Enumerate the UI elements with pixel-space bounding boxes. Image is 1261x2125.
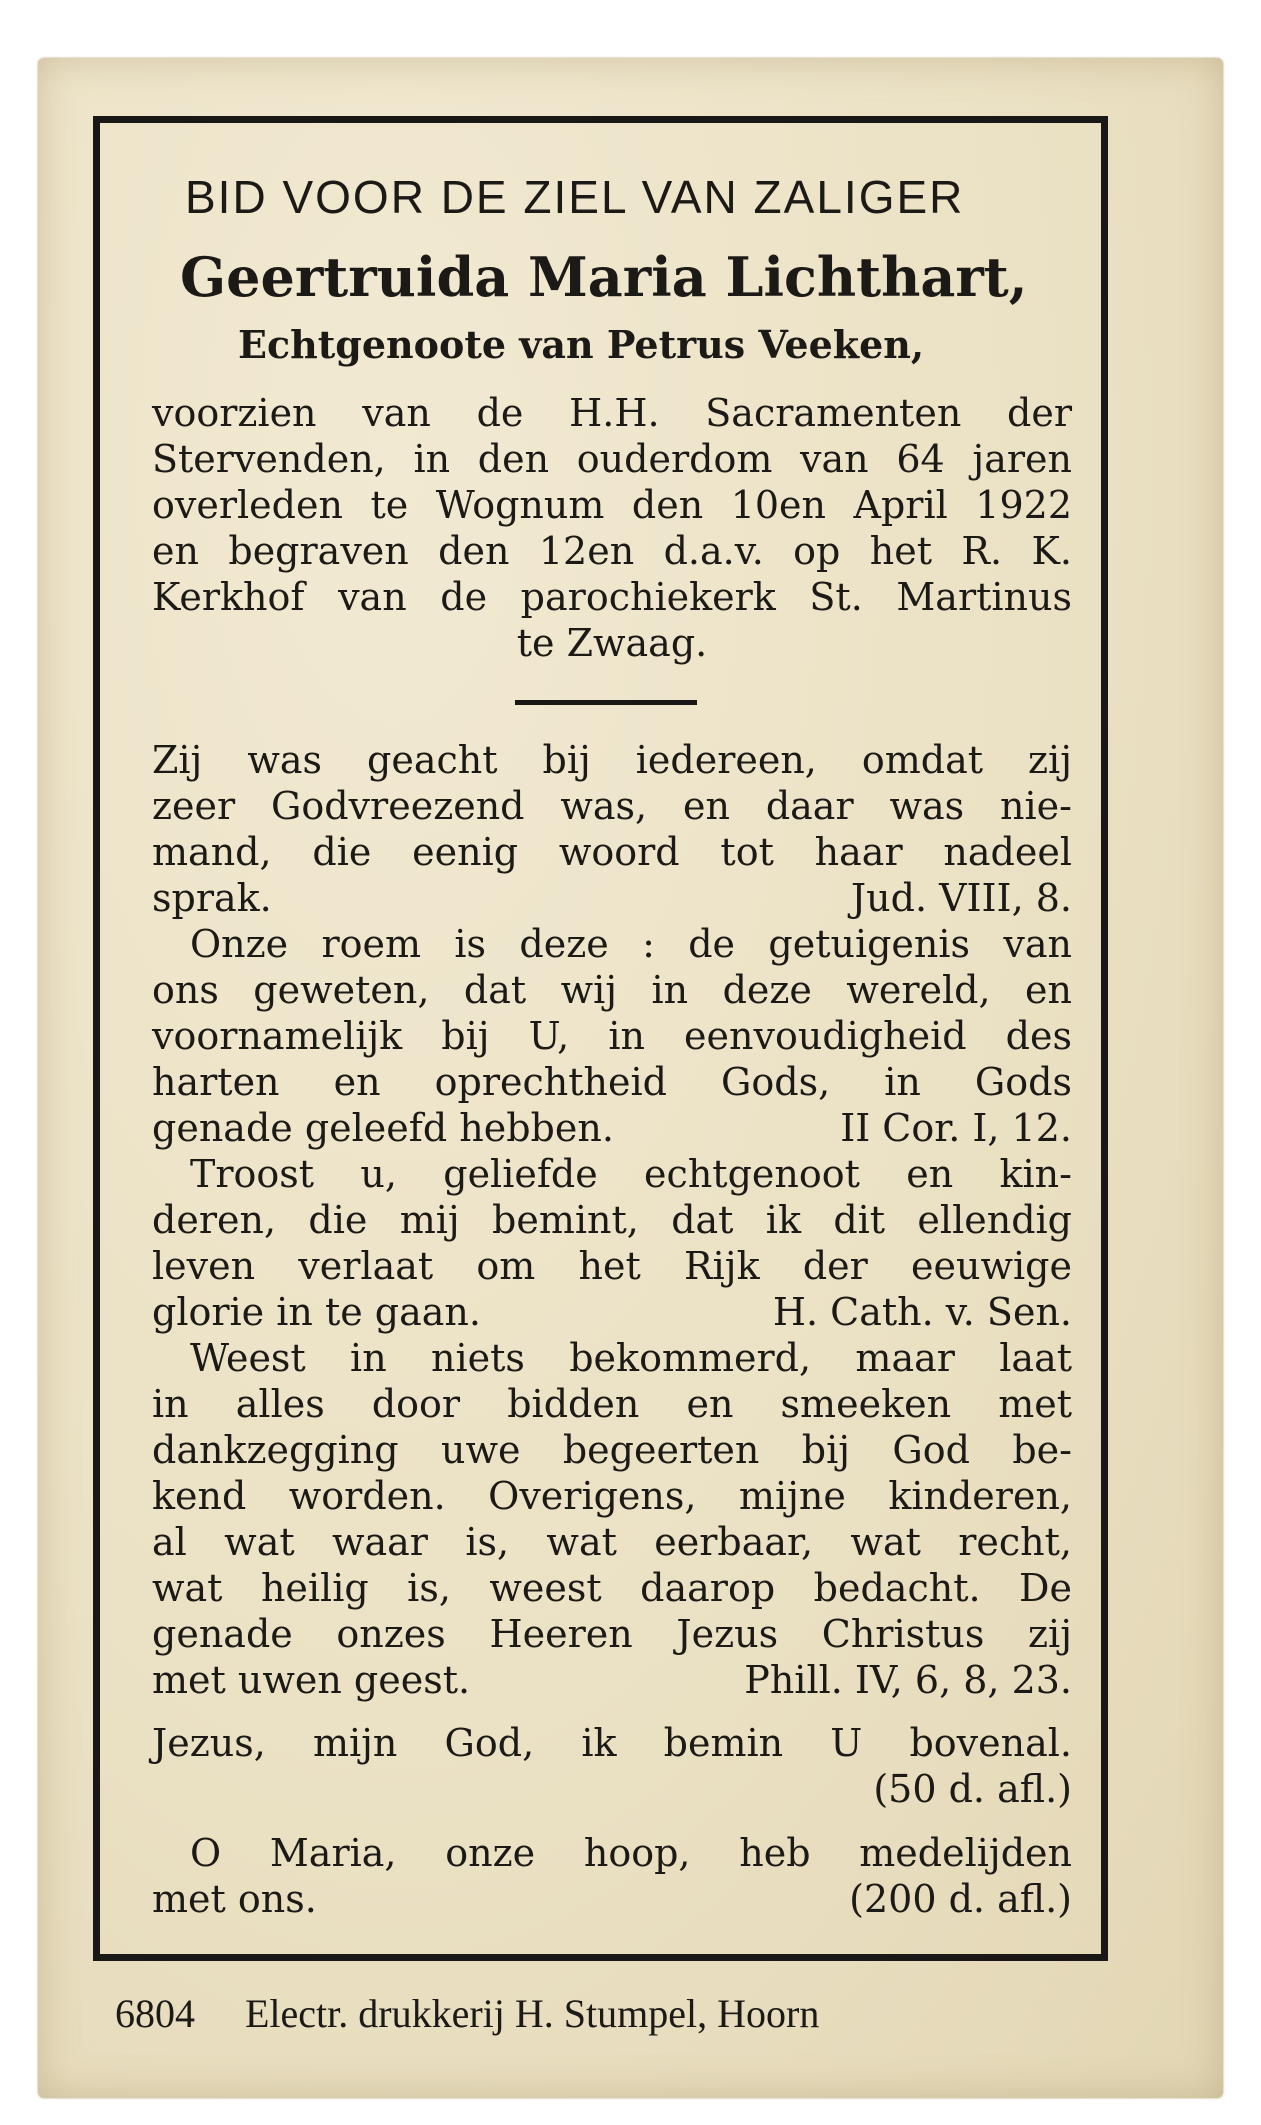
intro-line: overleden te Wognum den 10en April 1922 <box>152 483 1072 527</box>
prayer-end-row <box>152 1876 1072 1922</box>
verse-end-row <box>152 1289 1072 1335</box>
verse-end: genade geleefd hebben. <box>152 1106 614 1150</box>
indulgence-note: (200 d. afl.) <box>849 1877 1072 1921</box>
intro-line: Kerkhof van de parochiekerk St. Martinus <box>152 575 1072 619</box>
verse-end-row <box>152 1657 1072 1703</box>
intro-line: en begraven den 12en d.a.v. op het R. K. <box>152 529 1072 573</box>
verse-line: genade onzes Heeren Jezus Christus zij <box>152 1612 1072 1656</box>
verse-line: al wat waar is, wat eerbaar, wat recht, <box>152 1520 1072 1564</box>
verse-end-row <box>152 1105 1072 1151</box>
verse-line: Onze roem is deze : de getuigenis van <box>190 922 1072 966</box>
verse-reference: Jud. VIII, 8. <box>850 876 1072 920</box>
printer-footer <box>115 1990 819 2037</box>
verse-end: met uwen geest. <box>152 1658 471 1702</box>
verse-line: voornamelijk bij U, in eenvoudigheid des <box>152 1014 1072 1058</box>
verse-line: leven verlaat om het Rijk der eeuwige <box>152 1244 1072 1288</box>
verse-line: ons geweten, dat wij in deze wereld, en <box>152 968 1072 1012</box>
verse-reference: Phill. IV, 6, 8, 23. <box>744 1658 1072 1702</box>
verse-line: wat heilig is, weest daarop bedacht. De <box>152 1566 1072 1610</box>
verse-line: kend worden. Overigens, mijne kinderen, <box>152 1474 1072 1518</box>
intro-line: Stervenden, in den ouderdom van 64 jaren <box>152 437 1072 481</box>
verse-reference: H. Cath. v. Sen. <box>772 1290 1072 1334</box>
verse-line: Troost u, geliefde echtgenoot en kin- <box>190 1152 1072 1196</box>
indulgence-note: (50 d. afl.) <box>873 1767 1072 1811</box>
verse-line: Zij was geacht bij iedereen, omdat zij <box>152 738 1072 782</box>
deceased-name: Geertruida Maria Lichthart, <box>180 245 1028 309</box>
intro-last-line: te Zwaag. <box>516 621 708 665</box>
verse-line: dankzegging uwe begeerten bij God be- <box>152 1428 1072 1472</box>
print-number: 6804 <box>115 1991 195 2036</box>
verse-line: in alles door bidden en smeeken met <box>152 1382 1072 1426</box>
card-heading: BID VOOR DE ZIEL VAN ZALIGER <box>185 171 965 223</box>
verse-end-row <box>152 875 1072 921</box>
verse-line: mand, die eenig woord tot haar nadeel <box>152 830 1072 874</box>
verse-line: deren, die mij bemint, dat ik dit ellendig <box>152 1198 1072 1242</box>
divider-rule <box>515 700 697 705</box>
spouse-line: Echtgenoote van Petrus Veeken, <box>238 322 925 367</box>
verse-line: Weest in niets bekommerd, maar laat <box>190 1336 1072 1380</box>
prayer-line: O Maria, onze hoop, heb medelijden <box>190 1831 1072 1875</box>
verse-end: glorie in te gaan. <box>152 1290 481 1334</box>
verse-line: zeer Godvreezend was, en daar was nie- <box>152 784 1072 828</box>
printer-name: Electr. drukkerij H. Stumpel, Hoorn <box>245 1991 820 2036</box>
prayer-end: met ons. <box>152 1877 317 1921</box>
verse-line: harten en oprechtheid Gods, in Gods <box>152 1060 1072 1104</box>
verse-end: sprak. <box>152 876 272 920</box>
verse-reference: II Cor. I, 12. <box>840 1106 1072 1150</box>
prayer-line: Jezus, mijn God, ik bemin U bovenal. <box>152 1721 1072 1765</box>
intro-line: voorzien van de H.H. Sacramenten der <box>152 391 1072 435</box>
